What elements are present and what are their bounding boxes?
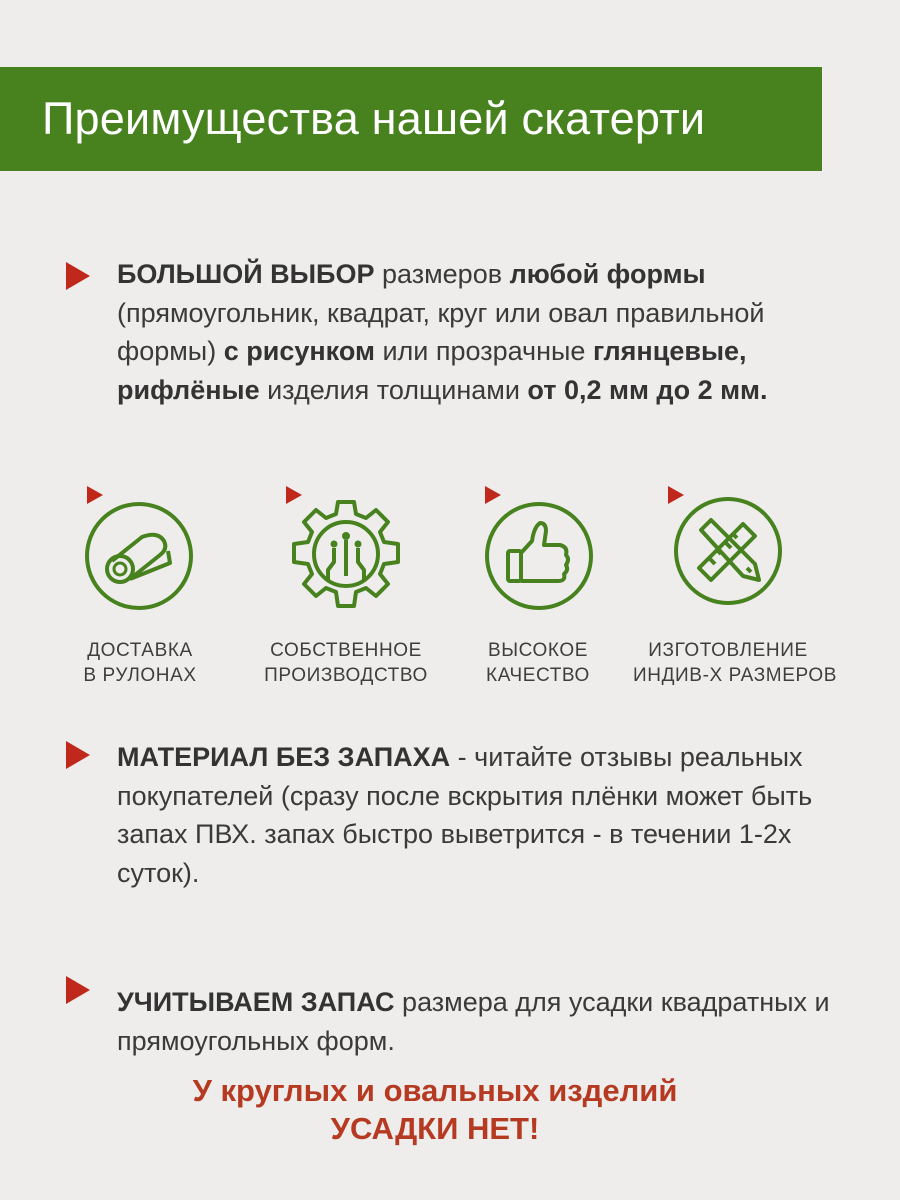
text-run: - читайте отзывы реальных покупателей (сразу после вскрытия плёнки может быть запах ПВХ. запах быстро выветрится - в течении 1-2х суток). [117, 742, 813, 888]
advantage-text-choice [117, 255, 837, 409]
bullet-arrow-icon [66, 741, 90, 769]
note-line-2: УСАДКИ НЕТ! [330, 1111, 540, 1146]
feature-label: ДОСТАВКА В РУЛОНАХ [83, 640, 197, 686]
advantage-text-shrinkage [117, 983, 837, 1060]
bold-text-run: любой формы [509, 259, 706, 289]
ruler-pencil-icon [673, 496, 783, 606]
feature-label: ИЗГОТОВЛЕНИЕ ИНДИВ-Х РАЗМЕРОВ [633, 640, 837, 686]
bold-text-run: БОЛЬШОЙ ВЫБОР [117, 259, 375, 289]
bullet-arrow-icon [66, 262, 90, 290]
bold-text-run: УЧИТЫВАЕМ ЗАПАС [117, 987, 395, 1017]
bold-text-run: глянцевые, рифлёные [117, 336, 747, 405]
text-run: размера для усадки квадратных и прямоугольных форм. [117, 987, 830, 1056]
thumbs-up-icon [484, 501, 594, 611]
page-title: Преимущества нашей скатерти [42, 93, 706, 144]
advantage-text-odorless [117, 738, 837, 892]
feature-label: ВЫСОКОЕ КАЧЕСТВО [486, 640, 590, 686]
roll-icon [84, 501, 194, 611]
note-line-1: У круглых и овальных изделий [192, 1073, 678, 1108]
gear-circuit-icon [288, 496, 404, 612]
shrinkage-note [0, 1072, 870, 1148]
bullet-arrow-icon [66, 976, 90, 1004]
text-run: размеров [374, 259, 510, 289]
header-banner [0, 67, 822, 171]
feature-label: СОБСТВЕННОЕ ПРОИЗВОДСТВО [264, 640, 428, 686]
bold-text-run: МАТЕРИАЛ БЕЗ ЗАПАХА [117, 742, 451, 772]
bold-text-run: от 0,2 мм до 2 мм. [527, 374, 768, 405]
text-run: или прозрачные [374, 336, 593, 366]
bold-text-run: с рисунком [223, 336, 375, 366]
text-run: изделия толщинами [259, 374, 528, 405]
text-run: (прямоугольник, квадрат, круг или овал правильной формы) [117, 297, 765, 366]
